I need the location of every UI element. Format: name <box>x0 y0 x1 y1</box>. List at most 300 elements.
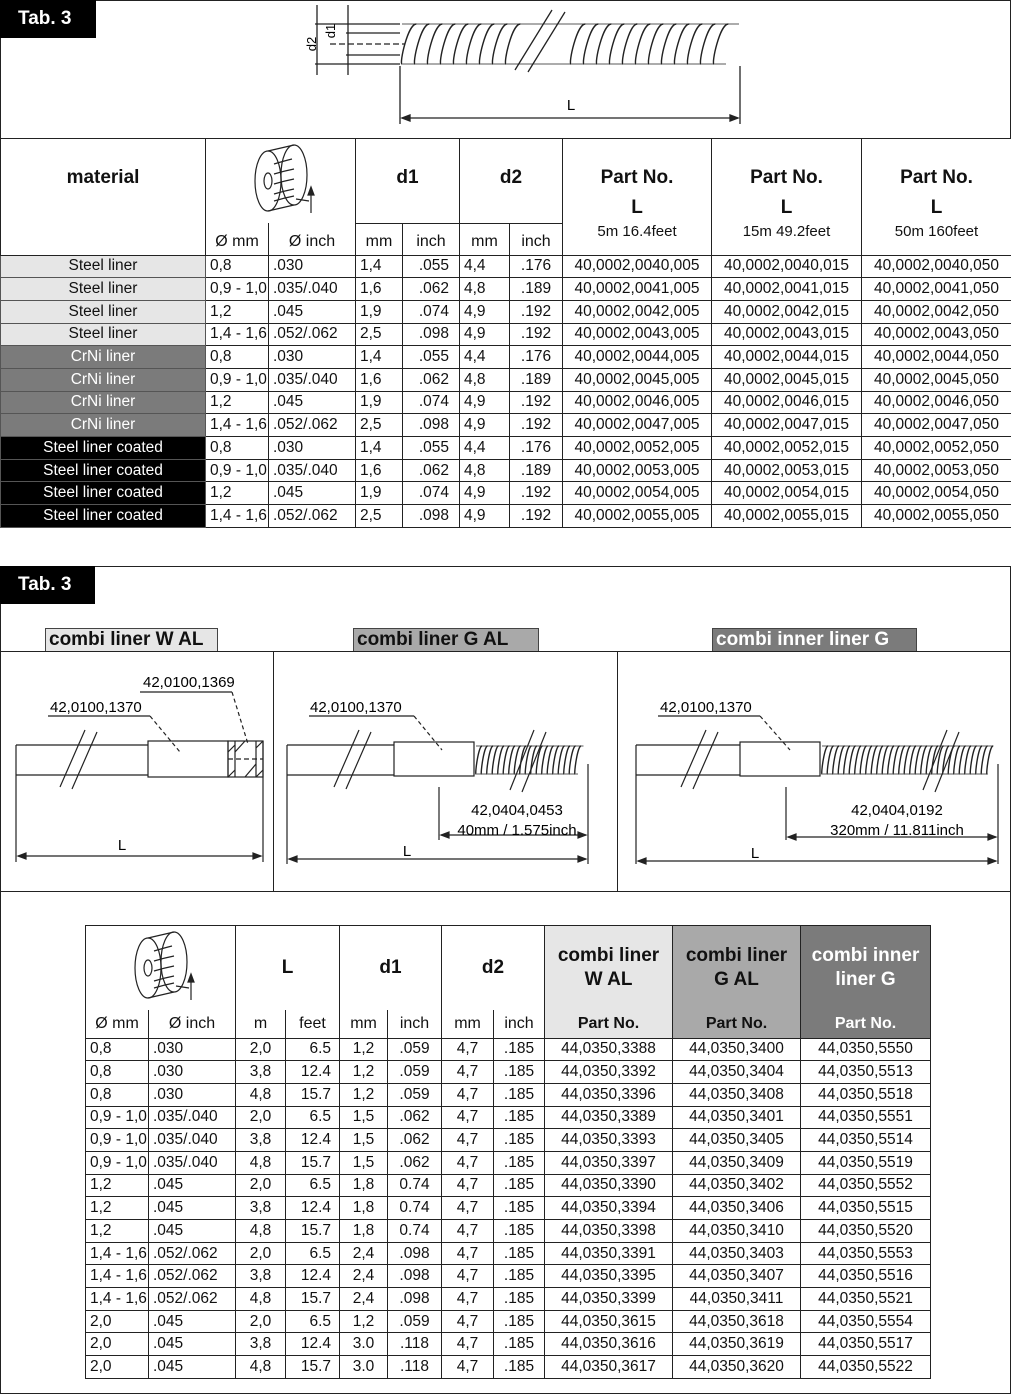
dia-inch-cell: .045 <box>149 1310 236 1333</box>
dia-inch-cell: .045 <box>149 1356 236 1379</box>
d1-mm-cell: 1,4 <box>356 255 403 278</box>
dia-inch-cell: .045 <box>269 482 356 505</box>
d1-inch-cell: .062 <box>403 278 460 301</box>
dia-inch-cell: .030 <box>269 255 356 278</box>
partno-5m-cell: 40,0002,0043,005 <box>563 323 712 346</box>
partno-15m-cell: 40,0002,0053,015 <box>712 459 862 482</box>
d2-inch-cell: .192 <box>510 323 563 346</box>
dia-inch-cell: .030 <box>269 437 356 460</box>
material-cell: Steel liner coated <box>1 505 206 528</box>
d2-inch-cell: .192 <box>510 300 563 323</box>
d2-mm-cell: 4,7 <box>442 1106 494 1129</box>
partno-g-al-cell: 44,0350,3403 <box>673 1242 801 1265</box>
table-row <box>1 505 1011 528</box>
partno-g-al-cell: 44,0350,3401 <box>673 1106 801 1129</box>
d2-inch-cell: .185 <box>494 1151 545 1174</box>
partno-5m-cell: 40,0002,0052,005 <box>563 437 712 460</box>
dia-inch-cell: .045 <box>149 1220 236 1243</box>
partno-50m-cell: 40,0002,0045,050 <box>862 368 1011 391</box>
sub-dia-inch: Ø inch <box>269 223 356 255</box>
wire-spool-icon <box>236 139 326 217</box>
material-cell: CrNi liner <box>1 346 206 369</box>
d1-mm-cell: 1,4 <box>356 437 403 460</box>
material-cell: Steel liner <box>1 323 206 346</box>
partno-15m-cell: 40,0002,0052,015 <box>712 437 862 460</box>
partno-inner-g-cell: 44,0350,5513 <box>801 1061 931 1084</box>
dia-inch-cell: .035/.040 <box>149 1106 236 1129</box>
table-row <box>86 1242 931 1265</box>
dia-mm-cell: 1,2 <box>206 391 269 414</box>
dia-inch-cell: .035/.040 <box>149 1129 236 1152</box>
d1-inch-cell: .098 <box>388 1265 442 1288</box>
material-cell: CrNi liner <box>1 414 206 437</box>
d1-mm-cell: 2,4 <box>340 1265 388 1288</box>
partno-inner-g-cell: 44,0350,5554 <box>801 1310 931 1333</box>
d2-mm-cell: 4,4 <box>460 346 510 369</box>
d2-inch-cell: .176 <box>510 255 563 278</box>
d1-mm-cell: 3.0 <box>340 1356 388 1379</box>
table-row <box>1 346 1011 369</box>
sub2-L-m: m <box>236 1010 286 1038</box>
dia-inch-cell: .052/.062 <box>269 323 356 346</box>
length-m-cell: 3,8 <box>236 1265 286 1288</box>
d2-inch-cell: .185 <box>494 1038 545 1061</box>
partno-g-al-cell: 44,0350,3620 <box>673 1356 801 1379</box>
material-cell: Steel liner coated <box>1 459 206 482</box>
partno-g-al-cell: 44,0350,3619 <box>673 1333 801 1356</box>
d2-inch-cell: .185 <box>494 1288 545 1311</box>
d2-inch-cell: .185 <box>494 1129 545 1152</box>
d1-mm-cell: 1,2 <box>340 1038 388 1061</box>
combi-inner-g-drawing <box>618 652 1010 890</box>
combi-label-w-al: combi liner W AL <box>45 628 218 652</box>
tab-badge-2: Tab. 3 <box>0 566 95 604</box>
table-row <box>1 459 1011 482</box>
material-cell: Steel liner coated <box>1 482 206 505</box>
dia-mm-cell: 1,4 - 1,6 <box>206 323 269 346</box>
partno-15m-cell: 40,0002,0043,015 <box>712 323 862 346</box>
d1-mm-cell: 1,8 <box>340 1197 388 1220</box>
partno-5m-cell: 40,0002,0042,005 <box>563 300 712 323</box>
length-feet-cell: 6.5 <box>286 1174 340 1197</box>
partno-w-al-cell: 44,0350,3393 <box>545 1129 673 1152</box>
sub2-d2-inch: inch <box>494 1010 545 1038</box>
d1-inch-cell: .062 <box>403 459 460 482</box>
d1-inch-cell: .118 <box>388 1356 442 1379</box>
table-row <box>86 1083 931 1106</box>
d2-inch-cell: .176 <box>510 437 563 460</box>
partno-inner-g-cell: 44,0350,5551 <box>801 1106 931 1129</box>
table-row <box>1 414 1011 437</box>
length-m-cell: 2,0 <box>236 1242 286 1265</box>
length-feet-cell: 15.7 <box>286 1356 340 1379</box>
g-al-part-1370: 42,0100,1370 <box>310 699 402 716</box>
header-partno-15m: Part No. L 15m 49.2feet <box>712 139 862 256</box>
d1-inch-cell: .074 <box>403 482 460 505</box>
combi-g-al-drawing <box>274 652 617 890</box>
header-d2-2: d2 <box>442 926 545 1011</box>
d2-mm-cell: 4,7 <box>442 1151 494 1174</box>
d1-mm-cell: 2,4 <box>340 1242 388 1265</box>
dia-mm-cell: 1,4 - 1,6 <box>86 1242 149 1265</box>
d2-inch-cell: .192 <box>510 414 563 437</box>
sub2-dia-mm: Ø mm <box>86 1010 149 1038</box>
partno-inner-g-cell: 44,0350,5550 <box>801 1038 931 1061</box>
dia-mm-cell: 1,4 - 1,6 <box>86 1288 149 1311</box>
partno-inner-g-cell: 44,0350,5552 <box>801 1174 931 1197</box>
d1-mm-cell: 1,5 <box>340 1129 388 1152</box>
dia-mm-cell: 1,2 <box>86 1174 149 1197</box>
length-m-cell: 4,8 <box>236 1356 286 1379</box>
dia-mm-cell: 0,9 - 1,0 <box>86 1106 149 1129</box>
partno-w-al-cell: 44,0350,3388 <box>545 1038 673 1061</box>
d1-mm-cell: 2,5 <box>356 505 403 528</box>
length-m-cell: 4,8 <box>236 1288 286 1311</box>
partno-50m-cell: 40,0002,0044,050 <box>862 346 1011 369</box>
d2-inch-cell: .189 <box>510 278 563 301</box>
material-cell: Steel liner coated <box>1 437 206 460</box>
d1-inch-cell: .062 <box>388 1151 442 1174</box>
d2-mm-cell: 4,7 <box>442 1038 494 1061</box>
d2-mm-cell: 4,9 <box>460 482 510 505</box>
partno-15m-cell: 40,0002,0041,015 <box>712 278 862 301</box>
d1-mm-cell: 1,2 <box>340 1083 388 1106</box>
dia-mm-cell: 0,8 <box>86 1038 149 1061</box>
d1-inch-cell: .062 <box>403 368 460 391</box>
table-row <box>86 1106 931 1129</box>
partno-15m-cell: 40,0002,0044,015 <box>712 346 862 369</box>
length-m-cell: 2,0 <box>236 1106 286 1129</box>
w-al-part-1370: 42,0100,1370 <box>50 699 142 716</box>
dia-mm-cell: 1,2 <box>86 1220 149 1243</box>
partno-w-al-cell: 44,0350,3395 <box>545 1265 673 1288</box>
material-cell: Steel liner <box>1 255 206 278</box>
partno-w-al-cell: 44,0350,3616 <box>545 1333 673 1356</box>
table-row <box>1 278 1011 301</box>
table-row <box>86 1265 931 1288</box>
partno-15m-cell: 40,0002,0046,015 <box>712 391 862 414</box>
partno-inner-g-cell: 44,0350,5519 <box>801 1151 931 1174</box>
combi-w-al-drawing <box>0 652 273 890</box>
table-row <box>86 1288 931 1311</box>
partno-w-al-cell: 44,0350,3399 <box>545 1288 673 1311</box>
d1-inch-cell: .059 <box>388 1038 442 1061</box>
dia-mm-cell: 2,0 <box>86 1356 149 1379</box>
partno-inner-g-cell: 44,0350,5518 <box>801 1083 931 1106</box>
partno-inner-g-cell: 44,0350,5516 <box>801 1265 931 1288</box>
g-al-spiral-length: 40mm / 1.575inch <box>457 822 577 839</box>
partno-15m-cell: 40,0002,0055,015 <box>712 505 862 528</box>
d2-mm-cell: 4,7 <box>442 1129 494 1152</box>
dia-inch-cell: .052/.062 <box>149 1242 236 1265</box>
d2-inch-cell: .185 <box>494 1061 545 1084</box>
length-m-cell: 3,8 <box>236 1197 286 1220</box>
d2-inch-cell: .185 <box>494 1333 545 1356</box>
partno-50m-cell: 40,0002,0046,050 <box>862 391 1011 414</box>
length-m-cell: 2,0 <box>236 1174 286 1197</box>
length-feet-cell: 6.5 <box>286 1242 340 1265</box>
table-row <box>1 482 1011 505</box>
partno-g-al-cell: 44,0350,3411 <box>673 1288 801 1311</box>
d1-mm-cell: 1,2 <box>340 1061 388 1084</box>
partno-5m-cell: 40,0002,0055,005 <box>563 505 712 528</box>
partno-w-al-cell: 44,0350,3392 <box>545 1061 673 1084</box>
dia-mm-cell: 1,4 - 1,6 <box>206 505 269 528</box>
d2-inch-cell: .192 <box>510 391 563 414</box>
d2-mm-cell: 4,7 <box>442 1242 494 1265</box>
length-m-cell: 3,8 <box>236 1129 286 1152</box>
d2-mm-cell: 4,7 <box>442 1174 494 1197</box>
dia-inch-cell: .045 <box>149 1197 236 1220</box>
d1-inch-cell: .059 <box>388 1083 442 1106</box>
partno-50m-cell: 40,0002,0040,050 <box>862 255 1011 278</box>
d1-inch-cell: .074 <box>403 391 460 414</box>
length-m-cell: 4,8 <box>236 1151 286 1174</box>
partno-50m-cell: 40,0002,0055,050 <box>862 505 1011 528</box>
d1-inch-cell: .098 <box>403 323 460 346</box>
header-combi-w-al: combi liner W AL <box>545 926 673 1011</box>
d2-inch-cell: .185 <box>494 1356 545 1379</box>
sub2-d1-mm: mm <box>340 1010 388 1038</box>
dia-inch-cell: .045 <box>269 300 356 323</box>
table-row <box>86 1356 931 1379</box>
dia-mm-cell: 1,4 - 1,6 <box>206 414 269 437</box>
d1-inch-cell: .098 <box>403 414 460 437</box>
table-row <box>1 391 1011 414</box>
dim-d1-label: d1 <box>323 23 338 39</box>
table-row <box>86 1333 931 1356</box>
partno-w-al-cell: 44,0350,3617 <box>545 1356 673 1379</box>
dia-inch-cell: .045 <box>149 1333 236 1356</box>
partno-w-al-cell: 44,0350,3391 <box>545 1242 673 1265</box>
sub2-d2-mm: mm <box>442 1010 494 1038</box>
d2-mm-cell: 4,9 <box>460 391 510 414</box>
d1-inch-cell: .055 <box>403 346 460 369</box>
partno-50m-cell: 40,0002,0047,050 <box>862 414 1011 437</box>
sub2-partno-inner: Part No. <box>801 1010 931 1038</box>
dia-mm-cell: 0,9 - 1,0 <box>206 278 269 301</box>
d2-inch-cell: .185 <box>494 1310 545 1333</box>
dia-mm-cell: 0,9 - 1,0 <box>86 1129 149 1152</box>
length-m-cell: 3,8 <box>236 1061 286 1084</box>
partno-5m-cell: 40,0002,0041,005 <box>563 278 712 301</box>
partno-w-al-cell: 44,0350,3397 <box>545 1151 673 1174</box>
table-row <box>86 1151 931 1174</box>
d1-mm-cell: 1,2 <box>340 1310 388 1333</box>
material-cell: Steel liner <box>1 278 206 301</box>
dia-mm-cell: 1,2 <box>86 1197 149 1220</box>
d2-inch-cell: .192 <box>510 505 563 528</box>
dia-mm-cell: 0,8 <box>206 255 269 278</box>
partno-inner-g-cell: 44,0350,5521 <box>801 1288 931 1311</box>
dia-inch-cell: .052/.062 <box>149 1265 236 1288</box>
g-al-L: L <box>402 843 412 860</box>
d2-inch-cell: .189 <box>510 459 563 482</box>
material-cell: Steel liner <box>1 300 206 323</box>
partno-50m-cell: 40,0002,0041,050 <box>862 278 1011 301</box>
d2-inch-cell: .185 <box>494 1083 545 1106</box>
length-m-cell: 4,8 <box>236 1083 286 1106</box>
partno-50m-cell: 40,0002,0043,050 <box>862 323 1011 346</box>
partno-5m-cell: 40,0002,0040,005 <box>563 255 712 278</box>
d1-mm-cell: 1,6 <box>356 278 403 301</box>
dia-inch-cell: .030 <box>149 1038 236 1061</box>
d1-inch-cell: .055 <box>403 255 460 278</box>
partno-w-al-cell: 44,0350,3398 <box>545 1220 673 1243</box>
dia-mm-cell: 1,4 - 1,6 <box>86 1265 149 1288</box>
d1-mm-cell: 1,6 <box>356 368 403 391</box>
dia-mm-cell: 0,8 <box>206 437 269 460</box>
header-L: L <box>236 926 340 1011</box>
dia-inch-cell: .035/.040 <box>149 1151 236 1174</box>
d1-mm-cell: 1,9 <box>356 300 403 323</box>
d2-mm-cell: 4,9 <box>460 300 510 323</box>
partno-g-al-cell: 44,0350,3618 <box>673 1310 801 1333</box>
partno-inner-g-cell: 44,0350,5517 <box>801 1333 931 1356</box>
d1-inch-cell: .059 <box>388 1310 442 1333</box>
d1-inch-cell: .062 <box>388 1129 442 1152</box>
table-section-1 <box>0 0 1011 522</box>
length-feet-cell: 6.5 <box>286 1106 340 1129</box>
d2-mm-cell: 4,7 <box>442 1265 494 1288</box>
d2-mm-cell: 4,7 <box>442 1356 494 1379</box>
d1-inch-cell: 0.74 <box>388 1174 442 1197</box>
d2-mm-cell: 4,7 <box>442 1083 494 1106</box>
d2-mm-cell: 4,9 <box>460 505 510 528</box>
dia-mm-cell: 2,0 <box>86 1310 149 1333</box>
d1-mm-cell: 1,4 <box>356 346 403 369</box>
partno-15m-cell: 40,0002,0040,015 <box>712 255 862 278</box>
partno-15m-cell: 40,0002,0054,015 <box>712 482 862 505</box>
dia-inch-cell: .030 <box>149 1061 236 1084</box>
dia-inch-cell: .035/.040 <box>269 278 356 301</box>
d2-mm-cell: 4,4 <box>460 437 510 460</box>
table-row <box>1 368 1011 391</box>
d2-inch-cell: .189 <box>510 368 563 391</box>
sub2-L-feet: feet <box>286 1010 340 1038</box>
dia-mm-cell: 1,2 <box>206 300 269 323</box>
partno-inner-g-cell: 44,0350,5514 <box>801 1129 931 1152</box>
table-row <box>1 323 1011 346</box>
d1-mm-cell: 1,9 <box>356 391 403 414</box>
dia-mm-cell: 0,8 <box>206 346 269 369</box>
header-combi-g-al: combi liner G AL <box>673 926 801 1011</box>
sub2-dia-inch: Ø inch <box>149 1010 236 1038</box>
d1-mm-cell: 2,5 <box>356 414 403 437</box>
length-feet-cell: 12.4 <box>286 1333 340 1356</box>
table-row <box>86 1220 931 1243</box>
dim-L-label: L <box>566 97 576 114</box>
partno-g-al-cell: 44,0350,3402 <box>673 1174 801 1197</box>
dia-mm-cell: 0,9 - 1,0 <box>206 459 269 482</box>
partno-15m-cell: 40,0002,0047,015 <box>712 414 862 437</box>
d2-mm-cell: 4,7 <box>442 1288 494 1311</box>
d1-inch-cell: .074 <box>403 300 460 323</box>
partno-g-al-cell: 44,0350,3407 <box>673 1265 801 1288</box>
d1-inch-cell: 0.74 <box>388 1220 442 1243</box>
header-combi-inner-g: combi inner liner G <box>801 926 931 1011</box>
partno-50m-cell: 40,0002,0042,050 <box>862 300 1011 323</box>
dia-mm-cell: 0,9 - 1,0 <box>206 368 269 391</box>
sub-d1-mm: mm <box>356 223 403 255</box>
partno-g-al-cell: 44,0350,3410 <box>673 1220 801 1243</box>
partno-inner-g-cell: 44,0350,5522 <box>801 1356 931 1379</box>
partno-inner-g-cell: 44,0350,5553 <box>801 1242 931 1265</box>
d1-inch-cell: .059 <box>388 1061 442 1084</box>
sub2-partno-w: Part No. <box>545 1010 673 1038</box>
d2-mm-cell: 4,4 <box>460 255 510 278</box>
table-row <box>1 437 1011 460</box>
partno-g-al-cell: 44,0350,3405 <box>673 1129 801 1152</box>
partno-5m-cell: 40,0002,0045,005 <box>563 368 712 391</box>
d2-inch-cell: .185 <box>494 1174 545 1197</box>
dia-mm-cell: 0,9 - 1,0 <box>86 1151 149 1174</box>
d2-mm-cell: 4,9 <box>460 414 510 437</box>
inner-g-spiral-part: 42,0404,0192 <box>851 802 943 819</box>
partno-w-al-cell: 44,0350,3389 <box>545 1106 673 1129</box>
partno-5m-cell: 40,0002,0053,005 <box>563 459 712 482</box>
header-d1-2: d1 <box>340 926 442 1011</box>
partno-5m-cell: 40,0002,0046,005 <box>563 391 712 414</box>
dim-d2-label: d2 <box>304 36 319 52</box>
table-row <box>86 1197 931 1220</box>
d1-mm-cell: 1,5 <box>340 1151 388 1174</box>
inner-g-L: L <box>750 845 760 862</box>
dia-inch-cell: .045 <box>149 1174 236 1197</box>
dia-mm-cell: 2,0 <box>86 1333 149 1356</box>
dia-inch-cell: .052/.062 <box>269 505 356 528</box>
d1-mm-cell: 1,8 <box>340 1174 388 1197</box>
partno-g-al-cell: 44,0350,3406 <box>673 1197 801 1220</box>
d1-mm-cell: 3.0 <box>340 1333 388 1356</box>
length-feet-cell: 15.7 <box>286 1151 340 1174</box>
d1-inch-cell: .098 <box>388 1242 442 1265</box>
dia-mm-cell: 1,2 <box>206 482 269 505</box>
header-spool <box>206 139 356 224</box>
table-row <box>1 300 1011 323</box>
d2-mm-cell: 4,7 <box>442 1333 494 1356</box>
material-cell: CrNi liner <box>1 391 206 414</box>
dia-inch-cell: .052/.062 <box>269 414 356 437</box>
length-feet-cell: 15.7 <box>286 1288 340 1311</box>
partno-g-al-cell: 44,0350,3400 <box>673 1038 801 1061</box>
partno-50m-cell: 40,0002,0053,050 <box>862 459 1011 482</box>
partno-5m-cell: 40,0002,0047,005 <box>563 414 712 437</box>
d2-mm-cell: 4,8 <box>460 368 510 391</box>
sub2-partno-g: Part No. <box>673 1010 801 1038</box>
dia-inch-cell: .052/.062 <box>149 1288 236 1311</box>
table-row <box>86 1061 931 1084</box>
partno-50m-cell: 40,0002,0054,050 <box>862 482 1011 505</box>
length-feet-cell: 12.4 <box>286 1129 340 1152</box>
header-d1: d1 <box>356 139 460 224</box>
length-m-cell: 3,8 <box>236 1333 286 1356</box>
length-feet-cell: 6.5 <box>286 1038 340 1061</box>
d1-mm-cell: 2,5 <box>356 323 403 346</box>
partno-inner-g-cell: 44,0350,5520 <box>801 1220 931 1243</box>
partno-5m-cell: 40,0002,0044,005 <box>563 346 712 369</box>
length-m-cell: 4,8 <box>236 1220 286 1243</box>
partno-5m-cell: 40,0002,0054,005 <box>563 482 712 505</box>
header-partno-50m: Part No. L 50m 160feet <box>862 139 1011 256</box>
d2-inch-cell: .176 <box>510 346 563 369</box>
partno-15m-cell: 40,0002,0045,015 <box>712 368 862 391</box>
length-feet-cell: 12.4 <box>286 1197 340 1220</box>
partno-w-al-cell: 44,0350,3390 <box>545 1174 673 1197</box>
inner-g-part-1370: 42,0100,1370 <box>660 699 752 716</box>
d1-mm-cell: 1,8 <box>340 1220 388 1243</box>
length-feet-cell: 15.7 <box>286 1083 340 1106</box>
